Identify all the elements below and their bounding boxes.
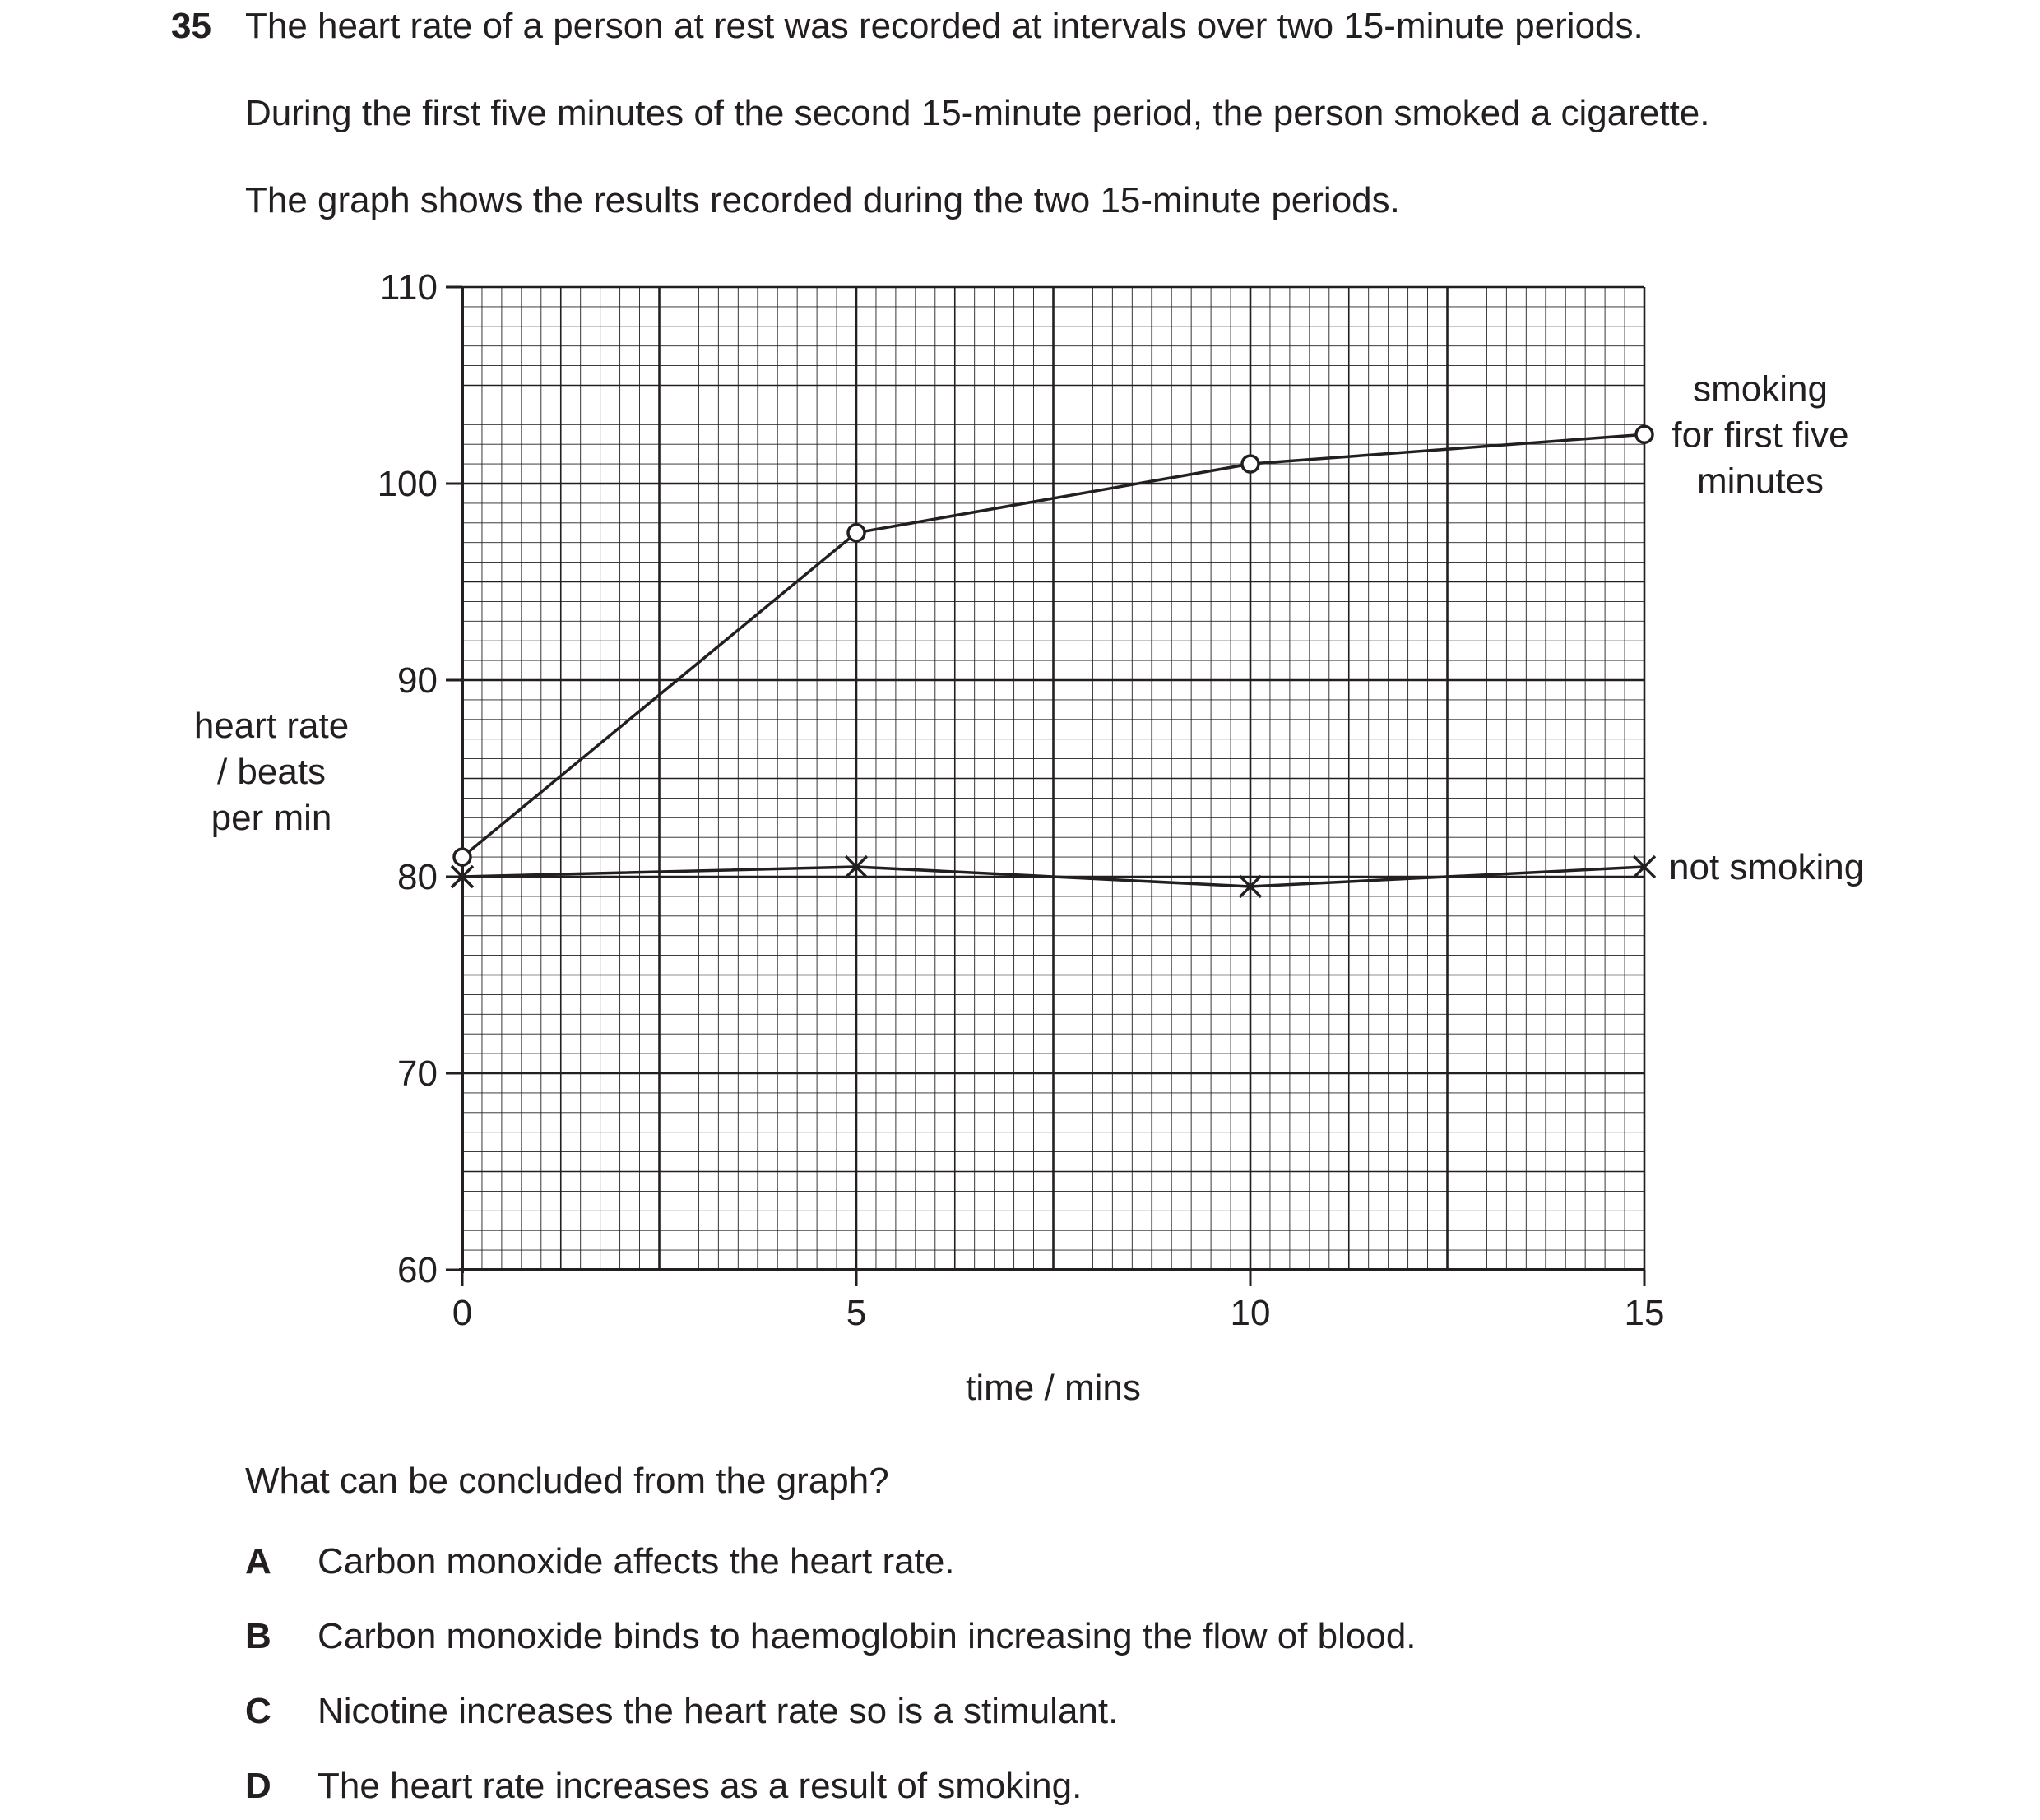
option-text: Carbon monoxide affects the heart rate. <box>318 1541 955 1582</box>
stem-line-3: The graph shows the results recorded during the two 15-minute periods. <box>245 180 1400 220</box>
y-tick-label: 110 <box>379 267 438 308</box>
option-text: Nicotine increases the heart rate so is a stimulant. <box>318 1691 1119 1731</box>
y-tick-label: 100 <box>377 464 438 504</box>
data-point-circle <box>454 849 471 865</box>
series-label: not smoking <box>1669 847 1865 888</box>
x-tick-label: 0 <box>452 1293 473 1333</box>
y-tick-label: 80 <box>397 857 438 897</box>
series-label-line: smoking <box>1693 368 1828 410</box>
stem-line-1: The heart rate of a person at rest was recorded at intervals over two 15-minute periods. <box>245 6 1644 46</box>
data-point-circle <box>848 525 865 541</box>
data-point-circle <box>1636 426 1653 442</box>
y-axis-label-line: heart rate <box>193 706 350 746</box>
option-letter: B <box>245 1616 271 1656</box>
option-letter: D <box>245 1766 271 1806</box>
x-tick-label: 5 <box>846 1293 867 1333</box>
question-number: 35 <box>171 6 211 46</box>
y-axis-label-line: per min <box>211 798 332 838</box>
series-label-line: minutes <box>1696 461 1824 502</box>
option-letter: A <box>245 1541 271 1582</box>
grid <box>462 287 1644 1270</box>
y-tick-label: 70 <box>397 1054 438 1094</box>
option-letter: C <box>245 1691 271 1731</box>
x-tick-label: 10 <box>1230 1293 1271 1333</box>
question-prompt: What can be concluded from the graph? <box>245 1461 889 1501</box>
option-text: The heart rate increases as a result of smoking. <box>318 1766 1083 1806</box>
data-point-circle <box>1242 456 1259 472</box>
x-axis-label: time / mins <box>966 1368 1141 1408</box>
y-tick-label: 90 <box>397 660 438 701</box>
x-tick-label: 15 <box>1624 1293 1665 1333</box>
y-axis-label-line: / beats <box>216 752 327 792</box>
option-text: Carbon monoxide binds to haemoglobin increasing the flow of blood. <box>318 1616 1416 1656</box>
series-label-line: for first five <box>1671 414 1849 456</box>
stem-line-2: During the first five minutes of the second 15-minute period, the person smoked a cigarette. <box>245 93 1710 133</box>
y-tick-label: 60 <box>397 1250 438 1290</box>
